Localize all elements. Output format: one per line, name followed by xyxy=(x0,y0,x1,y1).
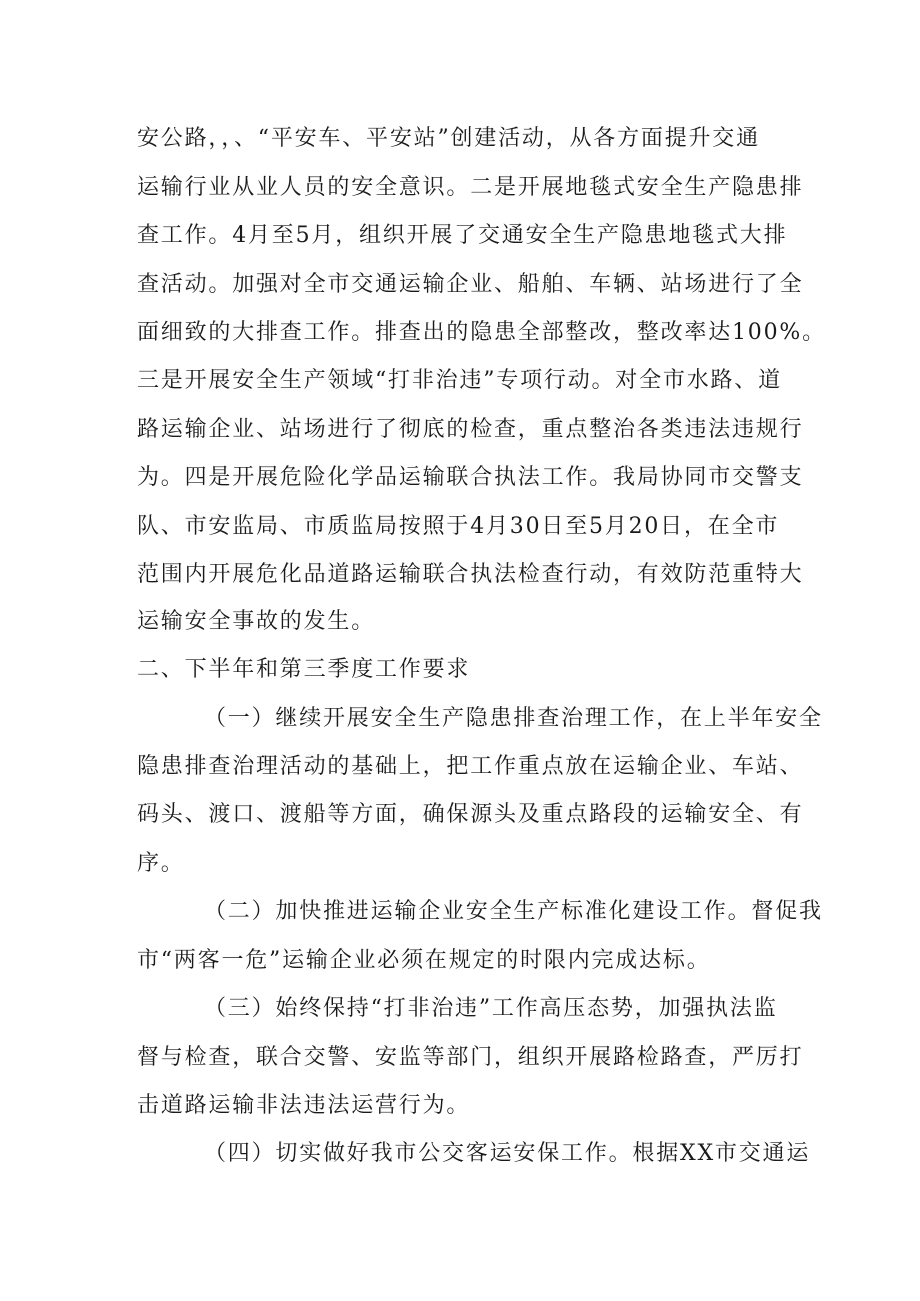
text-line: 面细致的大排查工作。排查出的隐患全部整改，整改率达100%。 xyxy=(137,320,826,345)
text-line: 序。 xyxy=(137,851,185,876)
text-line: 范围内开展危化品道路运输联合执法检查行动，有效防范重特大 xyxy=(137,562,804,587)
section-heading: 二、下半年和第三季度工作要求 xyxy=(137,657,471,682)
text-line: 查活动。加强对全市交通运输企业、船舶、车辆、站场进行了全 xyxy=(137,272,804,297)
text-line: 运输安全事故的发生。 xyxy=(137,609,376,634)
text-line: 查工作。4月至5月，组织开展了交通安全生产隐患地毯式大排 xyxy=(137,223,788,248)
text-line: 运输行业从业人员的安全意识。二是开展地毯式安全生产隐患排 xyxy=(137,175,804,200)
text-line: 隐患排查治理活动的基础上，把工作重点放在运输企业、车站、 xyxy=(137,754,804,779)
text-line: （四）切实做好我市公交客运安保工作。根据XX市交通运 xyxy=(204,1141,811,1166)
text-line: （三）始终保持“打非治违”工作高压态势，加强执法监 xyxy=(204,996,778,1021)
text-line: 路运输企业、站场进行了彻底的检查，重点整治各类违法违规行 xyxy=(137,417,804,442)
text-line: 督与检查，联合交警、安监等部门，组织开展路检路查，严厉打 xyxy=(137,1045,804,1070)
text-line: 码头、渡口、渡船等方面，确保源头及重点路段的运输安全、有 xyxy=(137,802,804,827)
text-line: 市“两客一危”运输企业必须在规定的时限内完成达标。 xyxy=(137,948,711,973)
text-line: 三是开展安全生产领域“打非治违”专项行动。对全市水路、道 xyxy=(137,368,782,393)
text-line: （二）加快推进运输企业安全生产标准化建设工作。督促我 xyxy=(204,899,823,924)
text-line: 安公路，，、“平安车、平安站”创建活动，从各方面提升交通 xyxy=(137,126,760,151)
text-line: 为。四是开展危险化学品运输联合执法工作。我局协同市交警支 xyxy=(137,465,804,490)
text-line: （一）继续开展安全生产隐患排查治理工作，在上半年安全 xyxy=(204,706,823,731)
text-line: 击道路运输非法违法运营行为。 xyxy=(137,1093,471,1118)
text-line: 队、市安监局、市质监局按照于4月30日至5月20日，在全市 xyxy=(137,514,780,539)
